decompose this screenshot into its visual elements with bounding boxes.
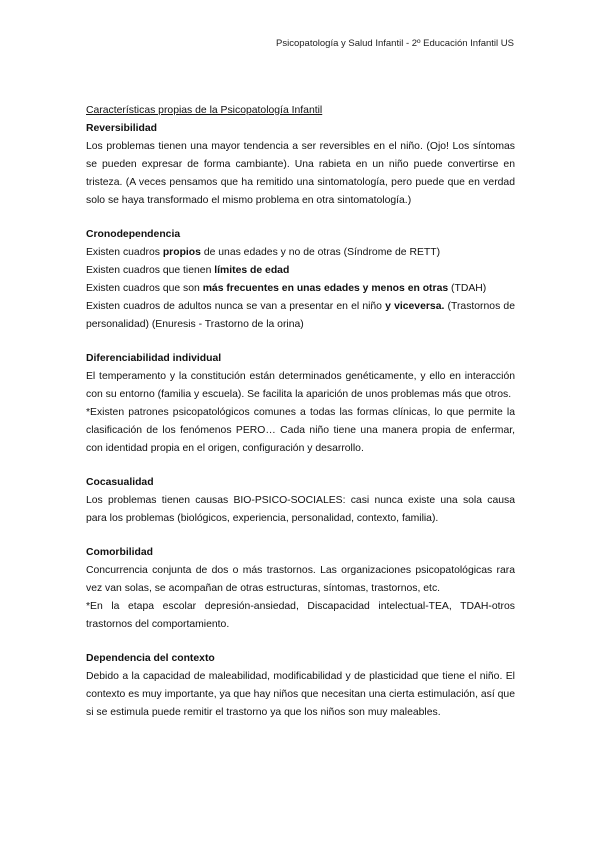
list-line: Existen cuadros de adultos nunca se van a presentar en el niño y viceversa. (Trastornos de personalidad) (Enuresis - Trastorno de la orina) [86,301,515,330]
section-paragraph: El temperamento y la constitución están determinados genéticamente, y ello en interacción con su entorno (familia y escuela). Se facilita la aparición de unos problemas más que otros. [86,371,515,400]
section-title: Cronodependencia [86,229,181,240]
document-body [86,102,515,722]
list-line: Existen cuadros que son más frecuentes en unas edades y menos en otras (TDAH) [86,283,487,294]
section-cronodependencia [86,226,515,334]
document-title: Características propias de la Psicopatología Infantil [86,105,323,116]
section-title: Dependencia del contexto [86,653,215,664]
list-line: Existen cuadros propios de unas edades y no de otras (Síndrome de RETT) [86,247,441,258]
section-paragraph: Los problemas tienen causas BIO-PSICO-SOCIALES: casi nunca existe una sola causa para los problemas (biológicos, experiencia, personalidad, contexto, familia). [86,495,515,524]
section-title: Cocasualidad [86,477,154,488]
section-reversibilidad [86,120,515,210]
list-line: Existen cuadros que tienen límites de edad [86,265,290,276]
section-paragraph: *Existen patrones psicopatológicos comunes a todas las formas clínicas, lo que permite la clasificación de los fenómenos PERO… Cada niño tiene una manera propia de enfermar, con identidad propia en el origen, configuración y desarrollo. [86,407,515,454]
section-cocasualidad [86,474,515,528]
section-dependencia [86,650,515,722]
section-title: Comorbilidad [86,547,153,558]
section-paragraph: *En la etapa escolar depresión-ansiedad, Discapacidad intelectual-TEA, TDAH-otros trastornos del comportamiento. [86,601,515,630]
section-diferenciabilidad [86,350,515,458]
section-title: Diferenciabilidad individual [86,353,222,364]
section-title: Reversibilidad [86,123,158,134]
section-paragraph: Debido a la capacidad de maleabilidad, modificabilidad y de plasticidad que tiene el niño. El contexto es muy importante, ya que hay niños que necesitan una cierta estimulación, así que si se estimula puede remitir el trastorno ya que los niños son muy maleables. [86,671,515,718]
section-comorbilidad [86,544,515,634]
page-header: Psicopatología y Salud Infantil - 2º Educación Infantil US [276,38,514,49]
section-paragraph: Los problemas tienen una mayor tendencia a ser reversibles en el niño. (Ojo! Los síntomas se pueden expresar de forma cambiante). Una rabieta en un niño puede convertirse en tristeza. (A veces pensamos que ha remitido una sintomatología, pero puede que en verdad solo se haya transformado el mismo problema en otra sintomatología.) [86,141,515,206]
section-paragraph: Concurrencia conjunta de dos o más trastornos. Las organizaciones psicopatológicas rara vez van solas, se acompañan de otras estructuras, síntomas, trastornos, etc. [86,565,515,594]
